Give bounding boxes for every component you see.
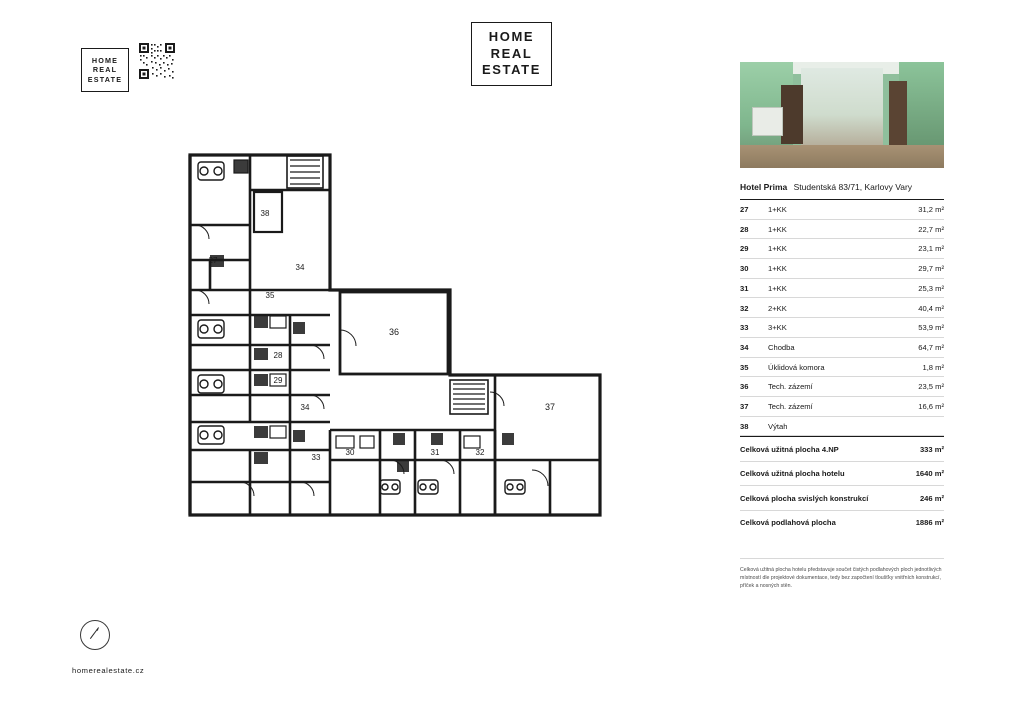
svg-text:33: 33 — [311, 453, 321, 462]
room-name: 3+KK — [768, 318, 889, 338]
room-name: Tech. zázemí — [768, 396, 889, 416]
room-number: 29 — [740, 239, 768, 259]
totals-table — [740, 436, 944, 534]
room-number: 35 — [740, 357, 768, 377]
room-area: 23,5 m² — [889, 377, 944, 397]
qr-code-icon — [138, 42, 176, 80]
table-row — [740, 318, 944, 338]
logo-small-line1: HOME — [91, 56, 119, 66]
logo-small-line3: ESTATE — [87, 74, 123, 84]
svg-text:37: 37 — [544, 402, 556, 412]
north-arrow-icon — [80, 620, 110, 650]
floorplan — [150, 130, 650, 570]
table-row — [740, 377, 944, 397]
room-number: 31 — [740, 278, 768, 298]
room-name: 1+KK — [768, 259, 889, 279]
room-area: 25,3 m² — [889, 278, 944, 298]
property-name: Hotel Prima — [740, 182, 788, 192]
table-row — [740, 200, 944, 219]
table-row — [740, 239, 944, 259]
room-area: 29,7 m² — [889, 259, 944, 279]
room-name: 1+KK — [768, 278, 889, 298]
room-area: 53,9 m² — [889, 318, 944, 338]
table-row — [740, 357, 944, 377]
logo-small — [81, 48, 129, 92]
svg-text:27: 27 — [208, 256, 218, 265]
room-number: 30 — [740, 259, 768, 279]
property-header — [740, 182, 944, 200]
room-name: 1+KK — [768, 200, 889, 219]
svg-text:32: 32 — [475, 448, 485, 457]
logo-main-line2: REAL — [490, 45, 533, 61]
legal-note: Celková užitná plocha hotelu představuje součet čistých podlahových ploch jednotlivých místností dle projektové dokumentace, tedy bez započtení tloušťky vnitřních konstrukcí, příček a nosných stěn. — [740, 558, 944, 590]
table-row — [740, 259, 944, 279]
room-name: 1+KK — [768, 219, 889, 239]
room-area: 1,8 m² — [889, 357, 944, 377]
website-url[interactable]: homerealestate.cz — [72, 666, 145, 675]
info-panel — [740, 62, 944, 590]
room-name: Chodba — [768, 337, 889, 357]
total-label: Celková plocha svislých konstrukcí — [740, 486, 907, 511]
room-number: 33 — [740, 318, 768, 338]
table-row — [740, 396, 944, 416]
room-number: 37 — [740, 396, 768, 416]
room-area: 22,7 m² — [889, 219, 944, 239]
svg-text:36: 36 — [388, 327, 400, 337]
room-name: 1+KK — [768, 239, 889, 259]
svg-text:35: 35 — [265, 291, 275, 300]
hotel-corridor-photo — [740, 62, 944, 168]
room-number: 27 — [740, 200, 768, 219]
svg-text:28: 28 — [273, 351, 283, 360]
table-row — [740, 486, 944, 511]
room-name: Tech. zázemí — [768, 377, 889, 397]
room-number: 36 — [740, 377, 768, 397]
room-number: 28 — [740, 219, 768, 239]
room-number: 38 — [740, 416, 768, 436]
room-number: 32 — [740, 298, 768, 318]
room-area — [889, 416, 944, 436]
logo-small-line2: REAL — [92, 65, 118, 75]
total-value: 333 m² — [907, 437, 944, 462]
table-row — [740, 416, 944, 436]
total-label: Celková užitná plocha 4.NP — [740, 437, 907, 462]
rooms-table-body — [740, 200, 944, 436]
room-area: 64,7 m² — [889, 337, 944, 357]
svg-text:30: 30 — [345, 448, 355, 457]
logo-main-line1: HOME — [488, 29, 535, 45]
logo-main-line3: ESTATE — [482, 62, 541, 78]
rooms-table — [740, 200, 944, 436]
svg-text:31: 31 — [430, 448, 440, 457]
room-name: Výtah — [768, 416, 889, 436]
svg-text:34: 34 — [295, 263, 305, 272]
room-area: 40,4 m² — [889, 298, 944, 318]
table-row — [740, 337, 944, 357]
room-area: 23,1 m² — [889, 239, 944, 259]
room-name: 2+KK — [768, 298, 889, 318]
table-row — [740, 278, 944, 298]
total-label: Celková podlahová plocha — [740, 518, 836, 528]
room-number: 34 — [740, 337, 768, 357]
total-value: 246 m² — [907, 486, 944, 511]
table-row — [740, 510, 944, 534]
room-area: 31,2 m² — [889, 200, 944, 219]
table-row — [740, 219, 944, 239]
room-name: Úklidová komora — [768, 357, 889, 377]
table-row — [740, 298, 944, 318]
svg-text:29: 29 — [273, 376, 283, 385]
total-value: 1640 m² — [907, 461, 944, 486]
room-area: 16,6 m² — [889, 396, 944, 416]
logo-main — [471, 22, 552, 86]
property-address: Studentská 83/71, Karlovy Vary — [793, 182, 913, 192]
table-row — [740, 461, 944, 486]
svg-text:34: 34 — [300, 403, 310, 412]
table-row — [740, 437, 944, 462]
svg-text:38: 38 — [260, 209, 270, 218]
total-value: 1886 m² — [915, 518, 944, 528]
total-label: Celková užitná plocha hotelu — [740, 461, 907, 486]
